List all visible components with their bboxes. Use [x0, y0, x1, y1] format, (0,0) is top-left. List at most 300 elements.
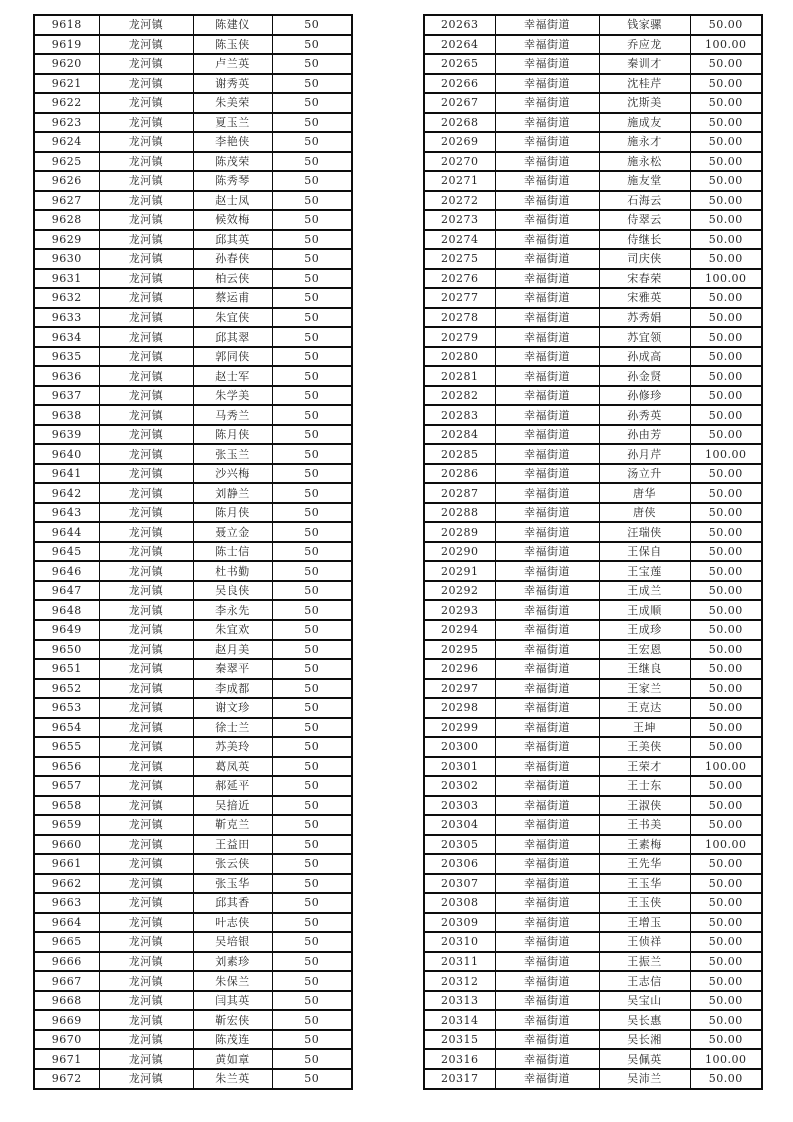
cell-id: 20309: [424, 913, 495, 933]
cell-amount: 50.00: [690, 347, 762, 367]
cell-amount: 50: [272, 1049, 352, 1069]
cell-region: 龙河镇: [99, 425, 193, 445]
cell-id: 9665: [34, 932, 99, 952]
cell-name: 钱家骡: [599, 15, 690, 35]
cell-id: 20310: [424, 932, 495, 952]
cell-name: 王宝莲: [599, 561, 690, 581]
cell-amount: 50.00: [690, 659, 762, 679]
cell-region: 龙河镇: [99, 581, 193, 601]
cell-name: 聂立金: [193, 522, 272, 542]
cell-region: 龙河镇: [99, 932, 193, 952]
cell-region: 幸福街道: [495, 347, 599, 367]
table-row: [424, 366, 762, 386]
cell-region: 幸福街道: [495, 796, 599, 816]
table-row: [424, 464, 762, 484]
cell-id: 9623: [34, 113, 99, 133]
table-row: [34, 288, 352, 308]
table-row: [34, 600, 352, 620]
cell-region: 龙河镇: [99, 113, 193, 133]
cell-name: 候效梅: [193, 210, 272, 230]
table-row: [34, 54, 352, 74]
cell-amount: 50.00: [690, 932, 762, 952]
cell-amount: 50: [272, 893, 352, 913]
cell-amount: 50: [272, 327, 352, 347]
table-row: [34, 796, 352, 816]
cell-name: 邱其翠: [193, 327, 272, 347]
cell-id: 9638: [34, 405, 99, 425]
cell-region: 幸福街道: [495, 210, 599, 230]
cell-id: 9658: [34, 796, 99, 816]
cell-region: 龙河镇: [99, 347, 193, 367]
cell-id: 9647: [34, 581, 99, 601]
cell-id: 9671: [34, 1049, 99, 1069]
cell-name: 黄如章: [193, 1049, 272, 1069]
cell-id: 20277: [424, 288, 495, 308]
cell-id: 9636: [34, 366, 99, 386]
cell-name: 乔应龙: [599, 35, 690, 55]
table-row: [34, 444, 352, 464]
cell-region: 幸福街道: [495, 308, 599, 328]
cell-region: 幸福街道: [495, 54, 599, 74]
cell-id: 9652: [34, 679, 99, 699]
table-row: [34, 191, 352, 211]
table-row: [424, 249, 762, 269]
cell-id: 20293: [424, 600, 495, 620]
cell-name: 司庆侠: [599, 249, 690, 269]
table-row: [34, 230, 352, 250]
cell-amount: 50: [272, 1030, 352, 1050]
table-row: [34, 620, 352, 640]
table-row: [34, 835, 352, 855]
cell-region: 龙河镇: [99, 659, 193, 679]
cell-name: 刘静兰: [193, 483, 272, 503]
table-row: [34, 679, 352, 699]
cell-amount: 50: [272, 230, 352, 250]
cell-amount: 50: [272, 776, 352, 796]
cell-name: 孙月芹: [599, 444, 690, 464]
cell-region: 幸福街道: [495, 952, 599, 972]
cell-id: 20298: [424, 698, 495, 718]
cell-amount: 50: [272, 93, 352, 113]
cell-id: 20305: [424, 835, 495, 855]
cell-region: 龙河镇: [99, 386, 193, 406]
cell-name: 朱兰英: [193, 1069, 272, 1089]
cell-name: 王克达: [599, 698, 690, 718]
cell-amount: 50.00: [690, 952, 762, 972]
cell-name: 王成珍: [599, 620, 690, 640]
cell-name: 陈月侠: [193, 503, 272, 523]
cell-id: 20286: [424, 464, 495, 484]
cell-id: 20271: [424, 171, 495, 191]
cell-name: 陈士信: [193, 542, 272, 562]
cell-amount: 50.00: [690, 171, 762, 191]
cell-region: 幸福街道: [495, 191, 599, 211]
cell-region: 龙河镇: [99, 464, 193, 484]
cell-id: 9655: [34, 737, 99, 757]
cell-region: 幸福街道: [495, 1069, 599, 1089]
table-row: [424, 503, 762, 523]
cell-region: 龙河镇: [99, 542, 193, 562]
cell-id: 20280: [424, 347, 495, 367]
cell-name: 吴良侠: [193, 581, 272, 601]
table-row: [34, 698, 352, 718]
cell-region: 龙河镇: [99, 288, 193, 308]
cell-name: 沈桂芹: [599, 74, 690, 94]
cell-id: 9657: [34, 776, 99, 796]
cell-name: 李成都: [193, 679, 272, 699]
cell-id: 9672: [34, 1069, 99, 1089]
cell-name: 陈玉侠: [193, 35, 272, 55]
cell-region: 幸福街道: [495, 425, 599, 445]
cell-id: 9669: [34, 1010, 99, 1030]
cell-amount: 50.00: [690, 815, 762, 835]
cell-region: 龙河镇: [99, 444, 193, 464]
cell-amount: 50: [272, 874, 352, 894]
cell-id: 20275: [424, 249, 495, 269]
cell-amount: 50.00: [690, 230, 762, 250]
cell-id: 9624: [34, 132, 99, 152]
cell-amount: 50: [272, 386, 352, 406]
cell-name: 张云侠: [193, 854, 272, 874]
cell-amount: 50: [272, 54, 352, 74]
cell-name: 王坤: [599, 718, 690, 738]
cell-amount: 100.00: [690, 269, 762, 289]
cell-id: 20265: [424, 54, 495, 74]
cell-amount: 100.00: [690, 35, 762, 55]
cell-name: 朱宜侠: [193, 308, 272, 328]
cell-id: 20299: [424, 718, 495, 738]
table-row: [34, 971, 352, 991]
cell-amount: 50.00: [690, 620, 762, 640]
cell-amount: 50.00: [690, 679, 762, 699]
cell-region: 幸福街道: [495, 542, 599, 562]
cell-id: 20301: [424, 757, 495, 777]
table-row: [34, 991, 352, 1011]
cell-amount: 50: [272, 464, 352, 484]
cell-id: 20290: [424, 542, 495, 562]
table-row: [34, 659, 352, 679]
cell-amount: 50: [272, 308, 352, 328]
cell-region: 幸福街道: [495, 835, 599, 855]
cell-id: 20274: [424, 230, 495, 250]
cell-amount: 50.00: [690, 854, 762, 874]
cell-name: 施成友: [599, 113, 690, 133]
cell-amount: 50.00: [690, 288, 762, 308]
cell-amount: 50: [272, 405, 352, 425]
cell-amount: 50: [272, 542, 352, 562]
table-row: [424, 386, 762, 406]
cell-amount: 50.00: [690, 113, 762, 133]
cell-region: 龙河镇: [99, 1049, 193, 1069]
cell-name: 唐华: [599, 483, 690, 503]
cell-id: 20308: [424, 893, 495, 913]
cell-amount: 50: [272, 444, 352, 464]
cell-name: 陈茂荣: [193, 152, 272, 172]
cell-amount: 50.00: [690, 698, 762, 718]
cell-region: 龙河镇: [99, 269, 193, 289]
cell-region: 幸福街道: [495, 698, 599, 718]
cell-region: 龙河镇: [99, 483, 193, 503]
table-row: [424, 210, 762, 230]
cell-id: 20284: [424, 425, 495, 445]
cell-amount: 50.00: [690, 874, 762, 894]
table-row: [34, 854, 352, 874]
right-roster-table: [423, 14, 763, 1090]
cell-name: 王益田: [193, 835, 272, 855]
table-row: [424, 874, 762, 894]
cell-id: 9664: [34, 913, 99, 933]
cell-region: 幸福街道: [495, 620, 599, 640]
cell-name: 王振兰: [599, 952, 690, 972]
table-row: [424, 679, 762, 699]
cell-name: 孙修珍: [599, 386, 690, 406]
cell-id: 20297: [424, 679, 495, 699]
table-row: [34, 171, 352, 191]
cell-region: 幸福街道: [495, 1010, 599, 1030]
cell-id: 20269: [424, 132, 495, 152]
cell-amount: 50.00: [690, 600, 762, 620]
table-row: [34, 152, 352, 172]
cell-id: 9648: [34, 600, 99, 620]
cell-id: 9670: [34, 1030, 99, 1050]
cell-amount: 50.00: [690, 1030, 762, 1050]
cell-amount: 50: [272, 191, 352, 211]
cell-region: 幸福街道: [495, 737, 599, 757]
cell-region: 幸福街道: [495, 718, 599, 738]
cell-name: 朱宜欢: [193, 620, 272, 640]
cell-name: 夏玉兰: [193, 113, 272, 133]
cell-region: 龙河镇: [99, 640, 193, 660]
cell-amount: 50.00: [690, 483, 762, 503]
cell-name: 陈建仪: [193, 15, 272, 35]
cell-id: 9621: [34, 74, 99, 94]
cell-amount: 50.00: [690, 522, 762, 542]
cell-name: 王玉侠: [599, 893, 690, 913]
cell-id: 9645: [34, 542, 99, 562]
cell-region: 龙河镇: [99, 991, 193, 1011]
cell-amount: 50.00: [690, 796, 762, 816]
cell-region: 幸福街道: [495, 600, 599, 620]
table-row: [34, 1069, 352, 1089]
cell-region: 幸福街道: [495, 366, 599, 386]
cell-amount: 50: [272, 249, 352, 269]
cell-region: 幸福街道: [495, 386, 599, 406]
cell-name: 石海云: [599, 191, 690, 211]
cell-region: 龙河镇: [99, 210, 193, 230]
table-row: [34, 776, 352, 796]
cell-region: 幸福街道: [495, 15, 599, 35]
cell-region: 龙河镇: [99, 249, 193, 269]
cell-id: 9634: [34, 327, 99, 347]
right-roster-body: [424, 15, 762, 1089]
cell-amount: 50: [272, 210, 352, 230]
cell-amount: 50.00: [690, 54, 762, 74]
cell-name: 陈茂连: [193, 1030, 272, 1050]
cell-id: 20273: [424, 210, 495, 230]
cell-region: 龙河镇: [99, 620, 193, 640]
cell-name: 施永才: [599, 132, 690, 152]
cell-name: 吴揞近: [193, 796, 272, 816]
table-row: [424, 581, 762, 601]
cell-id: 9622: [34, 93, 99, 113]
cell-amount: 50.00: [690, 74, 762, 94]
cell-amount: 100.00: [690, 835, 762, 855]
cell-id: 20267: [424, 93, 495, 113]
cell-region: 幸福街道: [495, 113, 599, 133]
cell-region: 龙河镇: [99, 152, 193, 172]
cell-region: 龙河镇: [99, 952, 193, 972]
cell-region: 幸福街道: [495, 854, 599, 874]
table-row: [34, 269, 352, 289]
table-row: [34, 581, 352, 601]
cell-amount: 50: [272, 132, 352, 152]
cell-region: 龙河镇: [99, 405, 193, 425]
cell-region: 龙河镇: [99, 522, 193, 542]
cell-id: 20288: [424, 503, 495, 523]
cell-region: 幸福街道: [495, 464, 599, 484]
cell-id: 20276: [424, 269, 495, 289]
cell-name: 刘素珍: [193, 952, 272, 972]
table-row: [424, 835, 762, 855]
cell-amount: 50: [272, 171, 352, 191]
cell-amount: 100.00: [690, 444, 762, 464]
cell-name: 王荣才: [599, 757, 690, 777]
cell-region: 龙河镇: [99, 874, 193, 894]
cell-region: 龙河镇: [99, 1030, 193, 1050]
cell-id: 20316: [424, 1049, 495, 1069]
cell-amount: 50: [272, 113, 352, 133]
table-row: [424, 54, 762, 74]
cell-id: 20304: [424, 815, 495, 835]
table-row: [34, 737, 352, 757]
cell-id: 9642: [34, 483, 99, 503]
cell-name: 沈斯美: [599, 93, 690, 113]
table-row: [424, 327, 762, 347]
table-row: [424, 191, 762, 211]
cell-id: 20263: [424, 15, 495, 35]
cell-amount: 50: [272, 15, 352, 35]
cell-id: 20296: [424, 659, 495, 679]
cell-name: 秦翠平: [193, 659, 272, 679]
cell-region: 幸福街道: [495, 640, 599, 660]
cell-amount: 50.00: [690, 15, 762, 35]
table-row: [424, 854, 762, 874]
cell-region: 幸福街道: [495, 503, 599, 523]
cell-region: 幸福街道: [495, 35, 599, 55]
table-row: [34, 35, 352, 55]
table-row: [34, 893, 352, 913]
cell-amount: 50: [272, 152, 352, 172]
cell-amount: 50.00: [690, 132, 762, 152]
cell-amount: 100.00: [690, 1049, 762, 1069]
cell-amount: 50.00: [690, 366, 762, 386]
cell-region: 龙河镇: [99, 327, 193, 347]
cell-name: 靳克兰: [193, 815, 272, 835]
cell-name: 闫其英: [193, 991, 272, 1011]
cell-name: 吴宝山: [599, 991, 690, 1011]
cell-name: 谢秀英: [193, 74, 272, 94]
cell-amount: 50.00: [690, 249, 762, 269]
cell-region: 龙河镇: [99, 776, 193, 796]
table-row: [424, 796, 762, 816]
cell-region: 龙河镇: [99, 718, 193, 738]
table-row: [424, 35, 762, 55]
cell-amount: 50: [272, 640, 352, 660]
cell-region: 幸福街道: [495, 1049, 599, 1069]
cell-id: 9660: [34, 835, 99, 855]
cell-name: 徐士兰: [193, 718, 272, 738]
cell-id: 9646: [34, 561, 99, 581]
cell-name: 赵月美: [193, 640, 272, 660]
cell-region: 龙河镇: [99, 191, 193, 211]
cell-amount: 50.00: [690, 308, 762, 328]
cell-region: 幸福街道: [495, 288, 599, 308]
cell-region: 龙河镇: [99, 503, 193, 523]
cell-region: 幸福街道: [495, 932, 599, 952]
table-row: [424, 74, 762, 94]
cell-name: 柏云侠: [193, 269, 272, 289]
table-row: [424, 971, 762, 991]
cell-amount: 50: [272, 757, 352, 777]
cell-name: 汪瑞侠: [599, 522, 690, 542]
cell-name: 王宏恩: [599, 640, 690, 660]
cell-name: 赵士军: [193, 366, 272, 386]
cell-name: 吴培银: [193, 932, 272, 952]
cell-id: 9633: [34, 308, 99, 328]
cell-id: 9654: [34, 718, 99, 738]
cell-name: 吴长湘: [599, 1030, 690, 1050]
table-row: [34, 1049, 352, 1069]
cell-name: 宋春荣: [599, 269, 690, 289]
table-row: [424, 718, 762, 738]
cell-amount: 50.00: [690, 561, 762, 581]
table-row: [34, 15, 352, 35]
cell-region: 龙河镇: [99, 35, 193, 55]
cell-region: 幸福街道: [495, 971, 599, 991]
cell-name: 李艳侠: [193, 132, 272, 152]
cell-region: 幸福街道: [495, 1030, 599, 1050]
cell-region: 幸福街道: [495, 152, 599, 172]
table-row: [424, 308, 762, 328]
cell-amount: 50: [272, 483, 352, 503]
cell-id: 20270: [424, 152, 495, 172]
cell-id: 9649: [34, 620, 99, 640]
cell-name: 葛凤英: [193, 757, 272, 777]
cell-region: 幸福街道: [495, 327, 599, 347]
table-row: [34, 308, 352, 328]
cell-id: 9619: [34, 35, 99, 55]
cell-name: 孙秀英: [599, 405, 690, 425]
cell-id: 9640: [34, 444, 99, 464]
cell-amount: 50: [272, 1010, 352, 1030]
table-row: [34, 113, 352, 133]
cell-name: 郝延平: [193, 776, 272, 796]
cell-region: 龙河镇: [99, 561, 193, 581]
cell-amount: 50.00: [690, 503, 762, 523]
cell-region: 幸福街道: [495, 230, 599, 250]
table-row: [424, 230, 762, 250]
table-row: [424, 815, 762, 835]
cell-name: 吴沛兰: [599, 1069, 690, 1089]
cell-id: 20302: [424, 776, 495, 796]
cell-region: 幸福街道: [495, 874, 599, 894]
table-row: [34, 74, 352, 94]
cell-id: 20315: [424, 1030, 495, 1050]
cell-name: 吴长惠: [599, 1010, 690, 1030]
cell-id: 20281: [424, 366, 495, 386]
cell-amount: 50: [272, 932, 352, 952]
table-row: [424, 152, 762, 172]
